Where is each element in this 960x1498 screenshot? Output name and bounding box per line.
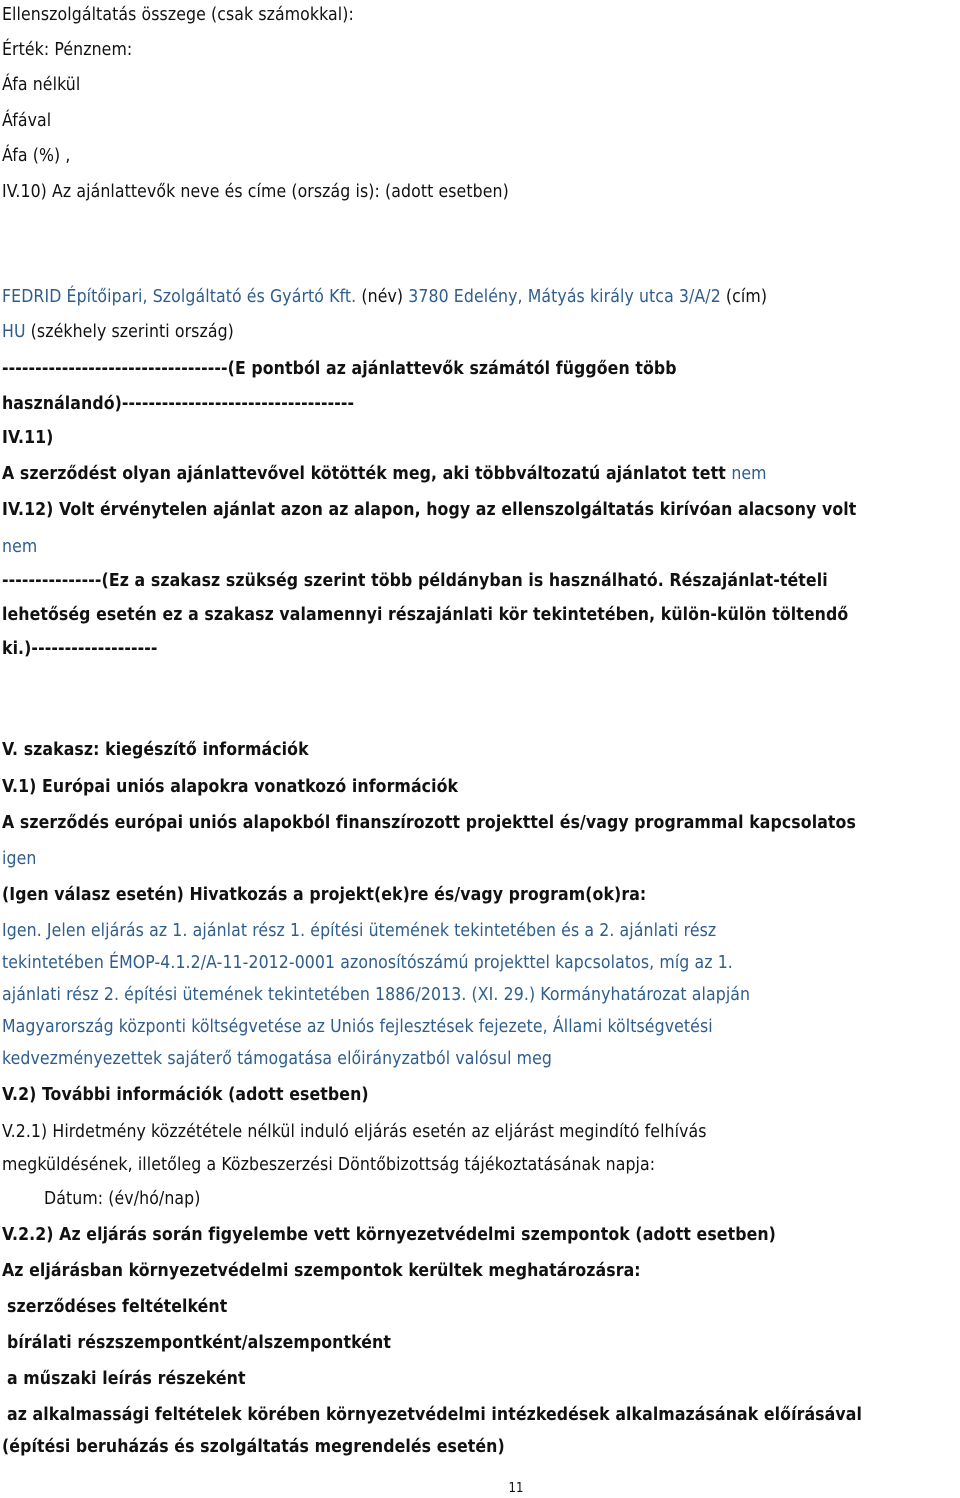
variant-offer-line	[2, 463, 766, 485]
list-item: az alkalmassági feltételek körében környezetvédelmi intézkedések alkalmazásának előírásával	[7, 1405, 862, 1425]
winner-address: 3780 Edelény, Mátyás király utca 3/A/2	[408, 287, 721, 307]
section-heading: V.2) További információk (adott esetben)	[2, 1085, 369, 1105]
winner-name: FEDRID Építőipari, Szolgáltató és Gyártó Kft.	[2, 287, 357, 307]
answer-value: tekintetében ÉMOP-4.1.2/A-11-2012-0001 azonosítószámú projekttel kapcsolatos, míg az 1.	[2, 953, 733, 973]
question-text: A szerződést olyan ajánlattevővel kötötték meg, aki többváltozatú ajánlatot tett	[2, 464, 732, 484]
text-line: Érték: Pénznem:	[2, 40, 133, 60]
section-heading: IV.11)	[2, 428, 54, 448]
date-label: Dátum: (év/hó/nap)	[44, 1189, 201, 1209]
answer-value: Igen. Jelen eljárás az 1. ajánlat rész 1. építési ütemének tekintetében és a 2. ajánlati rész	[2, 921, 717, 941]
text-line: Áfával	[2, 111, 52, 131]
text-line: Áfa nélkül	[2, 75, 81, 95]
winner-name-line	[2, 286, 767, 308]
country-code: HU	[2, 322, 26, 342]
text-line: ki.)-------------------	[2, 639, 158, 659]
text-line: ----------------------------------(E pontból az ajánlattevők számától függően több	[2, 359, 677, 379]
section-heading: IV.12) Volt érvénytelen ajánlat azon az alapon, hogy az ellenszolgáltatás kirívóan alacsony volt	[2, 500, 857, 520]
text-line: Ellenszolgáltatás összege (csak számokkal):	[2, 5, 354, 25]
list-item: (építési beruházás és szolgáltatás megrendelés esetén)	[2, 1437, 505, 1457]
answer-value: Magyarország központi költségvetése az Uniós fejlesztések fejezete, Állami költségvetési	[2, 1017, 713, 1037]
text-line: használandó)-----------------------------------	[2, 394, 355, 414]
section-heading: V.1) Európai uniós alapokra vonatkozó információk	[2, 777, 459, 797]
list-item: bírálati részszempontként/alszempontként	[7, 1333, 391, 1353]
section-heading: V.2.2) Az eljárás során figyelembe vett környezetvédelmi szempontok (adott esetben)	[2, 1225, 776, 1245]
page-number: 11	[508, 1481, 524, 1496]
answer-value: nem	[2, 537, 38, 557]
section-heading: V. szakasz: kiegészítő információk	[2, 740, 309, 760]
text-line: A szerződés európai uniós alapokból finanszírozott projekttel és/vagy programmal kapcsolatos	[2, 813, 856, 833]
text-line: V.2.1) Hirdetmény közzététele nélkül induló eljárás esetén az eljárást megindító felhívás	[2, 1122, 707, 1142]
text-line: (Igen válasz esetén) Hivatkozás a projekt(ek)re és/vagy program(ok)ra:	[2, 885, 647, 905]
section-heading: IV.10) Az ajánlattevők neve és címe (ország is): (adott esetben)	[2, 182, 509, 202]
answer-value: igen	[2, 849, 37, 869]
text-line: ---------------(Ez a szakasz szükség szerint több példányban is használható. Részajánlat-tételi	[2, 571, 828, 591]
answer-value: ajánlati rész 2. építési ütemének tekintetében 1886/2013. (XI. 29.) Kormányhatározat alapján	[2, 985, 751, 1005]
answer-value: nem	[731, 464, 767, 484]
country-line	[2, 321, 234, 343]
field-label: (székhely szerinti ország)	[25, 322, 234, 342]
field-label: (cím)	[720, 287, 768, 307]
answer-value: kedvezményezettek sajáterő támogatása előirányzatból valósul meg	[2, 1049, 552, 1069]
text-line: Az eljárásban környezetvédelmi szempontok kerültek meghatározásra:	[2, 1261, 641, 1281]
text-line: Áfa (%) ,	[2, 146, 71, 166]
list-item: szerződéses feltételként	[7, 1297, 228, 1317]
list-item: a műszaki leírás részeként	[7, 1369, 246, 1389]
text-line: lehetőség esetén ez a szakasz valamennyi részajánlati kör tekintetében, külön-külön töltendő	[2, 605, 849, 625]
text-line: megküldésének, illetőleg a Közbeszerzési Döntőbizottság tájékoztatásának napja:	[2, 1155, 656, 1175]
field-label: (név)	[356, 287, 409, 307]
